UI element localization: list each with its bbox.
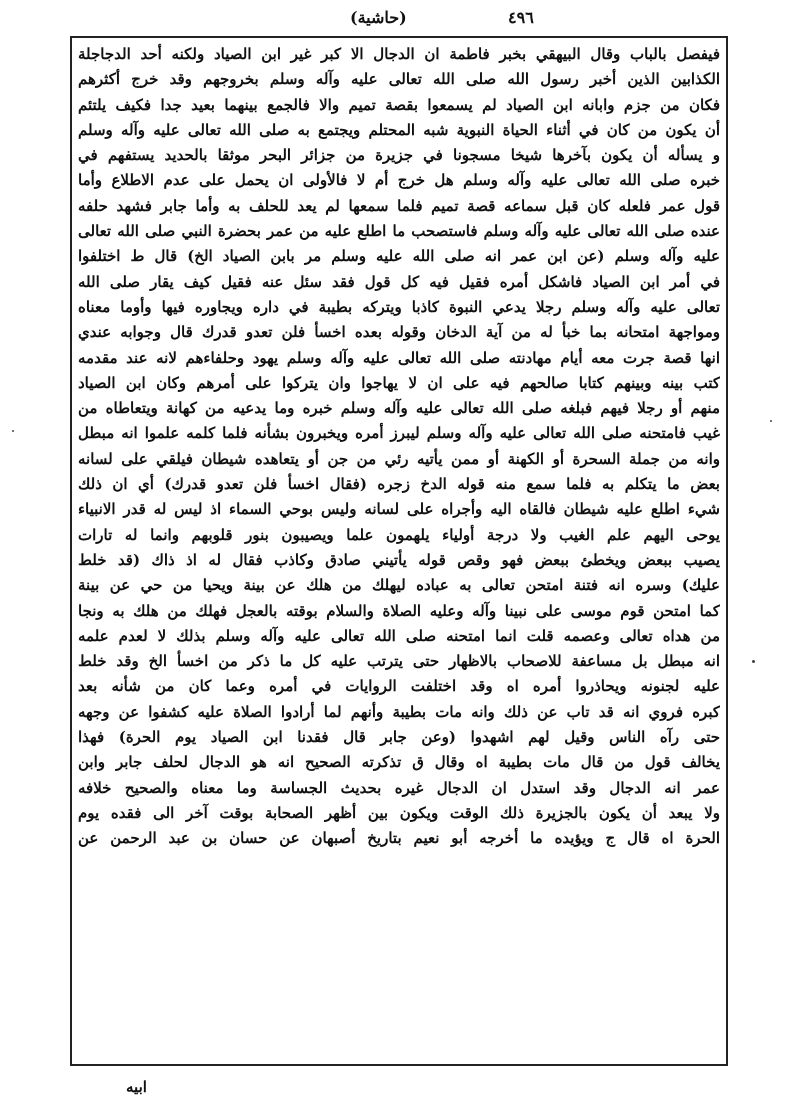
text-line: تعالى عليه وآله وسلم رجلا يدعي النبوة كاذبا ويتركه بطيبة في داره ويجاوره فيها وأوما معناه bbox=[78, 297, 720, 316]
text-line: انها قصة جرت معه أيام مهادنته صلى الله تعالى عليه وآله وسلم يهود وحلفاءهم لانه عند مقدمه bbox=[78, 348, 720, 367]
text-line: يصيب ببعض ويخطئ ببعض فهو وقص قوله يأتيني صادق وكاذب فقال له اذ ذاك (قد خلط bbox=[78, 550, 720, 569]
text-line: كتب بينه وبينهم كتابا صالحهم فيه على ان لا يهاجوا وان يتركوا على أمرهم وكان ابن الصياد bbox=[78, 373, 720, 392]
text-line: أن يكون من كان في أثناء الحياة النبوية شبه المحتلم ويجتمع به صلى الله تعالى عليه وآله وسلم bbox=[78, 120, 720, 139]
text-line: فيفصل بالباب وقال البيهقي بخبر فاطمة ان الدجال الا كبر غير ابن الصياد ولكنه أحد الدجاجلة bbox=[78, 45, 720, 63]
page-number: ٤٩٦ bbox=[508, 8, 534, 27]
text-line: عليك) وسره انه فتنة امتحن تعالى به عباده ليهلك من هلك عن بينة ويحيا من حي عن بينة bbox=[78, 576, 720, 595]
catchword: ابيه bbox=[126, 1078, 147, 1096]
commentary-text bbox=[78, 42, 720, 852]
scan-speck bbox=[12, 430, 14, 432]
text-line: عليه وآله وسلم (عن ابن عمر انه صلى الله عليه وسلم مر بابن الصياد الخ) قال ط اختلفوا bbox=[78, 247, 720, 266]
scan-speck bbox=[752, 660, 755, 663]
text-line: كبره فروي انه قد تاب عن ذلك وانه مات بطيبة وأنهم لما أرادوا الصلاة عليه كشفوا عن وجهه bbox=[78, 702, 720, 721]
text-line: كما امتحن قوم موسى على نبينا وآله وعليه الصلاة والسلام بوقته بالعجل فهلك من هلك به ونجا bbox=[78, 601, 720, 620]
text-line: ومواجهة امتحانه بما خبأ له من آية الدخان وقوله بعده اخسأ فلن تعدو قدرك قال وجوابه عندي bbox=[78, 323, 720, 342]
text-line: يخالف قول من قال مات بطيبة اه وقال ق تذكرته الصحيح انه هو الدجال لحلف جابر وابن bbox=[78, 753, 720, 772]
text-line: و يسأله أن يكون بآخرها شيخا مسجونا في جزيرة من جزائر البحر موثقا بالحديد يستفهم في bbox=[78, 146, 720, 165]
text-line: منهم أو رجلا فيهم فبلغه صلى الله تعالى عليه وآله وسلم خبره وما يدعيه من كهانة ويتعاطاه من bbox=[78, 399, 720, 418]
text-line: غيب فامتحنه صلى الله تعالى عليه وآله وسلم ليبرز أمره ويخبرون بشأنه فلما كلمه علموا انه مبطل bbox=[78, 424, 720, 443]
text-line: في أمر ابن الصياد فاشكل أمره فقيل فيه كل قول فقد سئل عنه فقيل كيف يقار صلى الله bbox=[78, 272, 720, 291]
text-line: قول عمر فلعله كان قبل سماعه قصة تميم فلما سمعها لم يعد للحلف به وأما جابر فشهد حلفه bbox=[78, 196, 720, 215]
text-line: فكان من جزم وابانه ابن الصياد لم يسمعوا بقصة تميم والا فالجمع بينهما بعيد جدا فكيف يلتئم bbox=[78, 95, 720, 114]
text-line: يوحى اليهم علم الغيب ولا درجة أولياء يلهمون علما ويصيبون بنور قلوبهم وانما له تارات bbox=[78, 525, 720, 544]
text-line: خبره صلى الله تعالى عليه وآله وسلم هل خرج أم لا فالأولى ان يحمل على عدم الاطلاع وأما bbox=[78, 171, 720, 190]
text-line: عمر انه الدجال وقد استدل ان الدجال غيره بحديث الجساسة وما معناه والصحيح خلافه bbox=[78, 778, 720, 797]
text-line: انه مبطل بل مساعفة للاصحاب بالاظهار حتى يترتب عليه كل ما ذكر من اخسأ الخ وقد خلط bbox=[78, 652, 720, 671]
scan-speck bbox=[770, 420, 772, 422]
text-line: شيء اطلع عليه شيطان فالقاه اليه وأجراه على لسانه وليس بوحي السماء اذ ليس له قدر الانبياء bbox=[78, 500, 720, 519]
running-head: (حاشية) bbox=[350, 8, 407, 27]
text-line: بعض ما يتكلم به فلما سمع منه قوله الدخ زجره (فقال اخسأ فلن تعدو قدرك) أي ان ذلك bbox=[78, 475, 720, 494]
text-line: الكذابين الذين أخبر رسول الله صلى الله تعالى عليه وآله وسلم بخروجهم وقد خرج أكثرهم bbox=[78, 70, 720, 89]
text-line: من هداه تعالى وعصمه قلت انما امتحنه صلى الله تعالى عليه وآله وسلم بذلك لا لعدم علمه bbox=[78, 626, 720, 645]
text-line: حتى رآه الناس وقيل لهم اشهدوا (وعن جابر قال فقدنا ابن الصياد يوم الحرة) فهذا bbox=[78, 728, 720, 747]
text-line: عنده صلى الله تعالى عليه وآله وسلم فاستصحب ما اطلع عليه من عمر بحضرة النبي صلى الله تعالى bbox=[78, 222, 720, 241]
page-header bbox=[0, 4, 786, 38]
text-line: وانه من جملة السحرة أو الكهنة أو ممن يأتيه رئي من جن أو يتعاهده شيطان فيلقي على لسانه bbox=[78, 449, 720, 468]
text-line: الحرة اه قال ج ويؤيده ما أخرجه أبو نعيم بتاريخ أصبهان عن حسان بن عبد الرحمن عن bbox=[78, 829, 720, 848]
text-line: عليه لجنونه ويحاذروا أمره اه وقد اختلفت الروايات في أمره وعما كان من شأنه بعد bbox=[78, 677, 720, 696]
text-line: ولا يبعد أن يكون بالجزيرة ذلك الوقت ويكون بين أظهر الصحابة بوقت آخر الى فقده يوم bbox=[78, 803, 720, 822]
